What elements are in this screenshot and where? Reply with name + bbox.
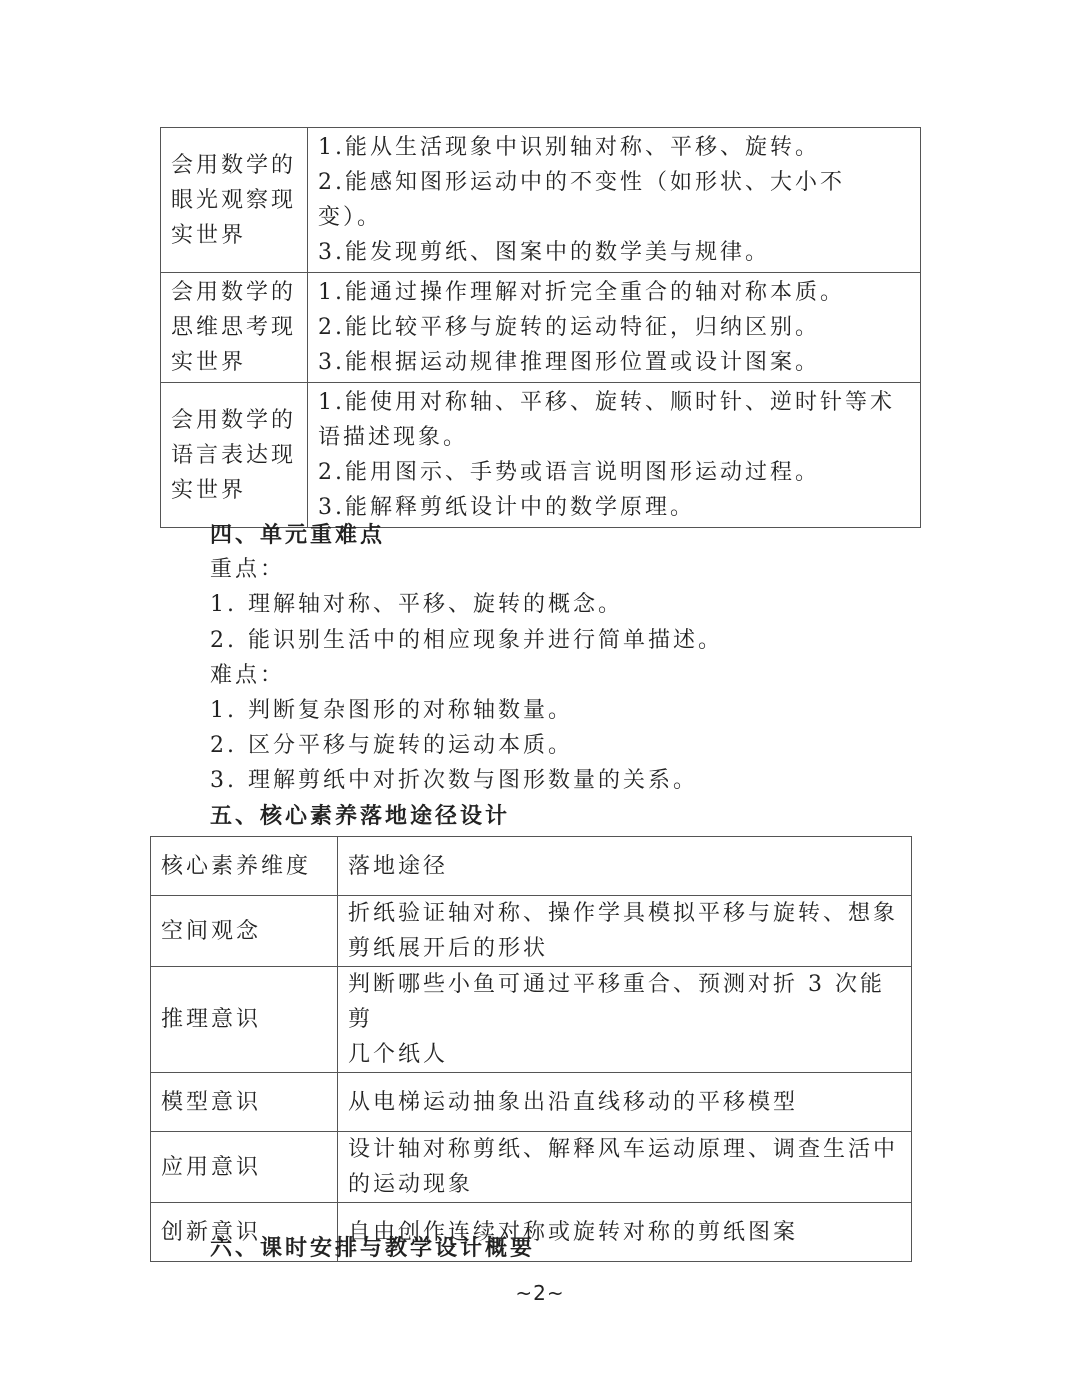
path-cell — [338, 1132, 912, 1203]
path-line: 判断哪些小鱼可通过平移重合、预测对折 3 次能剪 — [348, 972, 885, 1032]
path-cell — [338, 896, 912, 967]
path-cell — [338, 967, 912, 1073]
section-heading: 五、核心素养落地途径设计 — [210, 803, 511, 829]
path-line: 自由创作连续对称或旋转对称的剪纸图案 — [348, 1219, 799, 1245]
table-row — [151, 967, 912, 1073]
objectives-cell — [308, 383, 921, 528]
dimension-cell — [161, 273, 308, 383]
objective-line: 2.能感知图形运动中的不变性（如形状、大小不 — [318, 170, 845, 195]
dimension-text: 思维思考现 — [171, 315, 297, 340]
page-number: ~2~ — [515, 1281, 565, 1305]
table-header-row — [151, 837, 912, 896]
dimension-cell — [161, 383, 308, 528]
list-text: 理解轴对称、平移、旋转的概念。 — [248, 592, 624, 617]
list-number: 1. — [210, 698, 237, 723]
literacy-objectives-table — [160, 127, 921, 528]
table-row — [161, 383, 921, 528]
dimension-cell: 应用意识 — [151, 1132, 338, 1203]
list-text: 判断复杂图形的对称轴数量。 — [248, 698, 574, 723]
path-cell — [338, 1073, 912, 1132]
objective-line: 1.能从生活现象中识别轴对称、平移、旋转。 — [318, 135, 820, 160]
list-item — [210, 765, 698, 797]
dimension-text: 会用数学的 — [171, 407, 297, 433]
dimension-text: 会用数学的 — [171, 152, 297, 178]
path-line: 折纸验证轴对称、操作学具模拟平移与旋转、想象 — [348, 901, 899, 926]
table-row — [161, 273, 921, 383]
objective-line: 语描述现象。 — [318, 425, 469, 450]
dimension-text: 实世界 — [171, 222, 247, 248]
dimension-cell — [161, 128, 308, 273]
section-heading: 四、单元重难点 — [210, 522, 386, 548]
list-text: 区分平移与旋转的运动本质。 — [248, 733, 574, 758]
dimension-cell: 空间观念 — [151, 896, 338, 967]
objectives-cell — [308, 128, 921, 273]
path-line: 设计轴对称剪纸、解释风车运动原理、调查生活中 — [348, 1137, 899, 1162]
table-row — [151, 1073, 912, 1132]
list-item — [210, 730, 573, 762]
core-literacy-table — [150, 836, 912, 1262]
list-number: 3. — [210, 768, 237, 793]
list-item — [210, 695, 573, 727]
objective-line: 1.能通过操作理解对折完全重合的轴对称本质。 — [318, 280, 845, 305]
objective-line: 2.能比较平移与旋转的运动特征，归纳区别。 — [318, 315, 820, 340]
table-row — [151, 896, 912, 967]
objective-line: 2.能用图示、手势或语言说明图形运动过程。 — [318, 460, 820, 485]
dimension-cell: 推理意识 — [151, 967, 338, 1073]
header-cell: 落地途径 — [338, 837, 912, 896]
objectives-cell — [308, 273, 921, 383]
objective-line: 变）。 — [318, 205, 383, 230]
table-row — [161, 128, 921, 273]
dimension-text: 眼光观察现 — [171, 187, 297, 213]
path-line: 从电梯运动抽象出沿直线移动的平移模型 — [348, 1089, 799, 1115]
difficult-points-label: 难点： — [210, 663, 286, 688]
list-number: 2. — [210, 628, 237, 653]
path-line: 的运动现象 — [348, 1172, 474, 1197]
dimension-text: 会用数学的 — [171, 280, 297, 305]
section-heading: 六、课时安排与教学设计概要 — [210, 1235, 536, 1261]
list-number: 2. — [210, 733, 237, 758]
list-item — [210, 589, 623, 621]
path-line: 剪纸展开后的形状 — [348, 936, 549, 961]
dimension-cell: 模型意识 — [151, 1073, 338, 1132]
objective-line: 3.能根据运动规律推理图形位置或设计图案。 — [318, 350, 820, 375]
list-text: 理解剪纸中对折次数与图形数量的关系。 — [248, 768, 699, 793]
objective-line: 1.能使用对称轴、平移、旋转、顺时针、逆时针等术 — [318, 390, 895, 415]
dimension-text: 语言表达现 — [171, 442, 297, 468]
table-row — [151, 1132, 912, 1203]
dimension-cell: 创新意识 — [151, 1203, 338, 1262]
path-line: 几个纸人 — [348, 1042, 449, 1067]
list-number: 1. — [210, 592, 237, 617]
header-cell: 核心素养维度 — [151, 837, 338, 896]
list-item — [210, 625, 723, 657]
objective-line: 3.能解释剪纸设计中的数学原理。 — [318, 495, 695, 520]
list-text: 能识别生活中的相应现象并进行简单描述。 — [248, 628, 724, 653]
objective-line: 3.能发现剪纸、图案中的数学美与规律。 — [318, 240, 770, 265]
dimension-text: 实世界 — [171, 477, 247, 503]
key-points-label: 重点： — [210, 557, 286, 582]
dimension-text: 实世界 — [171, 350, 247, 375]
